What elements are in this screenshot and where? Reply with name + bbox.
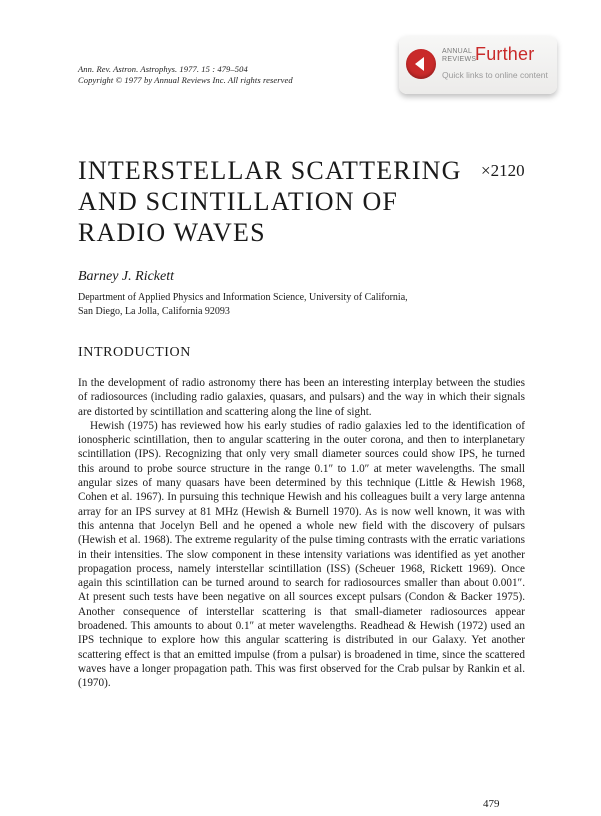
introduction-body [78,376,525,691]
further-label: Further [475,44,535,64]
journal-citation: Ann. Rev. Astron. Astrophys. 1977. 15 : 479–504 [78,64,248,74]
affiliation-line: Department of Applied Physics and Information Science, University of California, [78,292,408,303]
title-line: AND SCINTILLATION OF [78,187,399,216]
annual-reviews-logo: ANNUAL REVIEWS [442,48,477,63]
title-line: INTERSTELLAR SCATTERING [78,156,462,185]
article-title [78,155,462,248]
journal-reference [78,64,293,86]
page-number: 479 [483,798,500,810]
further-link-icon [406,49,436,79]
paragraph: Hewish (1975) has reviewed how his early studies of radio galaxies led to the identification of ionospheric scintillation, then to angular scattering in the outer corona, and then to interplanetary scintillation (IPS). Recognizing that only very small diameter sources could show IPS, he turned this around to probe source structure in the range 0.1″ to 1.0″ at meter wavelengths. The small angular sizes of many quasars have been determined by this technique (Little & Hewish 1968, Cohen et al. 1967). In pursuing this technique Hewish and his colleagues built a very large antenna array for an IPS survey at 81 MHz (Hewish & Burnell 1970). As is now well known, it was with this antenna that Jocelyn Bell and he opened a whole new field with the discovery of pulsars (Hewish et al. 1968). The extreme regularity of the pulse timing contrasts with the erratic variations in their intensities. The slow component in these intensity variations was identified as yet another propagation process, namely interstellar scintillation (ISS) (Scheuer 1968, Rickett 1969). Once again this scintillation can be turned around to search for radiosources smaller than about 0.001″. At present such tests have been negative on all sources except pulsars (Condon & Backer 1975). Another consequence of interstellar scattering is that small-diameter radiosources appear broadened. This amounts to about 0.1″ at meter wavelengths. Readhead & Hewish (1972) used an IPS technique to explore how this angular scattering is distributed in our Galaxy. Yet another scattering effect is that an emitted impulse (from a pulsar) is broadened in time, since the scattered waves have a longer propagation path. This was first observed for the Crab pulsar by Rankin et al. (1970). [78,419,525,690]
author-name: Barney J. Rickett [78,269,175,284]
copyright-notice: Copyright © 1977 by Annual Reviews Inc. All rights reserved [78,75,293,85]
affiliation-line: San Diego, La Jolla, California 92093 [78,306,230,317]
paragraph: In the development of radio astronomy there has been an interesting interplay between the studies of radiosources (including radio galaxies, quasars, and pulsars) and the way in which their signals are distorted by scintillation and scattering along the line of sight. [78,377,525,418]
section-heading: INTRODUCTION [78,345,191,360]
author-affiliation [78,291,408,319]
title-line: RADIO WAVES [78,218,266,247]
further-tagline: Quick links to online content [442,70,548,80]
annual-reviews-further-badge[interactable] [399,36,557,94]
article-reference-code: ×2120 [481,161,525,180]
